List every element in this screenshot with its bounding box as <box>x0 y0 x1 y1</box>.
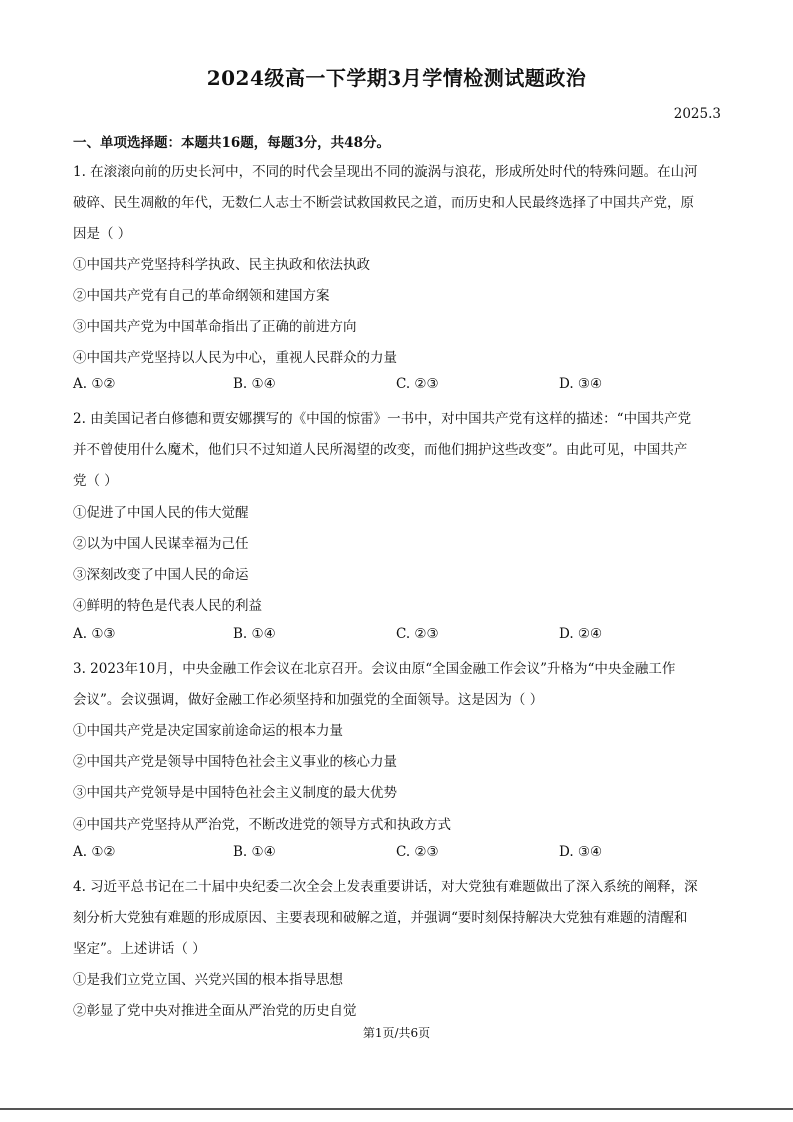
q1-statement: ③中国共产党为中国革命指出了正确的前进方向 <box>73 319 357 335</box>
q2-statement: ④鲜明的特色是代表人民的利益 <box>73 598 262 614</box>
q3-statement: ③中国共产党领导是中国特色社会主义制度的最大优势 <box>73 785 397 801</box>
q2-option-c: C. ②③ <box>396 626 439 642</box>
q1-statement: ①中国共产党坚持科学执政、民主执政和依法执政 <box>73 257 370 273</box>
q1-option-c: C. ②③ <box>396 376 439 392</box>
q1-option-b: B. ①④ <box>233 376 276 392</box>
q3-stem-line: 会议”。会议强调，做好金融工作必须坚持和加强党的全面领导。这是因为（ ） <box>73 692 544 708</box>
q1-stem-line: 破碎、民生凋敝的年代，无数仁人志士不断尝试救国救民之道，而历史和人民最终选择了中国共产党，原 <box>73 195 694 211</box>
q1-statement: ④中国共产党坚持以人民为中心，重视人民群众的力量 <box>73 350 397 366</box>
q2-option-d: D. ②④ <box>559 626 603 642</box>
q2-statement: ②以为中国人民谋幸福为己任 <box>73 536 249 552</box>
q2-stem-line: 党（ ） <box>73 473 118 489</box>
page-footer: 第1页/共6页 <box>362 1026 431 1040</box>
q3-option-c: C. ②③ <box>396 844 439 860</box>
q2-option-b: B. ①④ <box>233 626 276 642</box>
q2-option-a: A. ①③ <box>73 626 116 642</box>
q2-stem-line: 2. 由美国记者白修德和贾安娜撰写的《中国的惊雷》一书中，对中国共产党有这样的描述：“中国共产党 <box>73 411 692 427</box>
q1-option-a: A. ①② <box>73 376 116 392</box>
q2-statement: ③深刻改变了中国人民的命运 <box>73 567 249 583</box>
bottom-divider <box>0 1108 793 1110</box>
q2-stem-line: 并不曾使用什么魔术，他们只不过知道人民所渴望的改变，而他们拥护这些改变”。由此可见，中国共产 <box>73 442 688 458</box>
exam-date: 2025.3 <box>673 106 721 122</box>
q1-option-d: D. ③④ <box>559 376 603 392</box>
section-heading: 一、单项选择题：本题共16题，每题3分，共48分。 <box>73 135 390 151</box>
q1-stem-line: 1. 在滚滚向前的历史长河中，不同的时代会呈现出不同的漩涡与浪花，形成所处时代的特殊问题。在山河 <box>73 164 698 180</box>
q2-statement: ①促进了中国人民的伟大觉醒 <box>73 505 249 521</box>
q3-statement: ④中国共产党坚持从严治党，不断改进党的领导方式和执政方式 <box>73 817 451 833</box>
q3-option-b: B. ①④ <box>233 844 276 860</box>
q4-statement: ①是我们立党立国、兴党兴国的根本指导思想 <box>73 972 343 988</box>
q1-statement: ②中国共产党有自己的革命纲领和建国方案 <box>73 288 330 304</box>
q3-stem-line: 3. 2023年10月，中央金融工作会议在北京召开。会议由原“全国金融工作会议”升格为“中央金融工作 <box>73 661 676 677</box>
q4-stem-line: 坚定”。上述讲话（ ） <box>73 941 206 957</box>
q4-statement: ②彰显了党中央对推进全面从严治党的历史自觉 <box>73 1003 357 1019</box>
q4-stem-line: 刻分析大党独有难题的形成原因、主要表现和破解之道，并强调“要时刻保持解决大党独有难题的清醒和 <box>73 910 688 926</box>
q4-stem-line: 4. 习近平总书记在二十届中央纪委二次全会上发表重要讲话，对大党独有难题做出了深入系统的阐释，深 <box>73 879 698 895</box>
q3-option-d: D. ③④ <box>559 844 603 860</box>
page-title: 2024级高一下学期3月学情检测试题政治 <box>206 66 587 90</box>
q3-option-a: A. ①② <box>73 844 116 860</box>
q3-statement: ②中国共产党是领导中国特色社会主义事业的核心力量 <box>73 754 397 770</box>
q3-statement: ①中国共产党是决定国家前途命运的根本力量 <box>73 723 343 739</box>
q1-stem-line: 因是（ ） <box>73 226 132 242</box>
